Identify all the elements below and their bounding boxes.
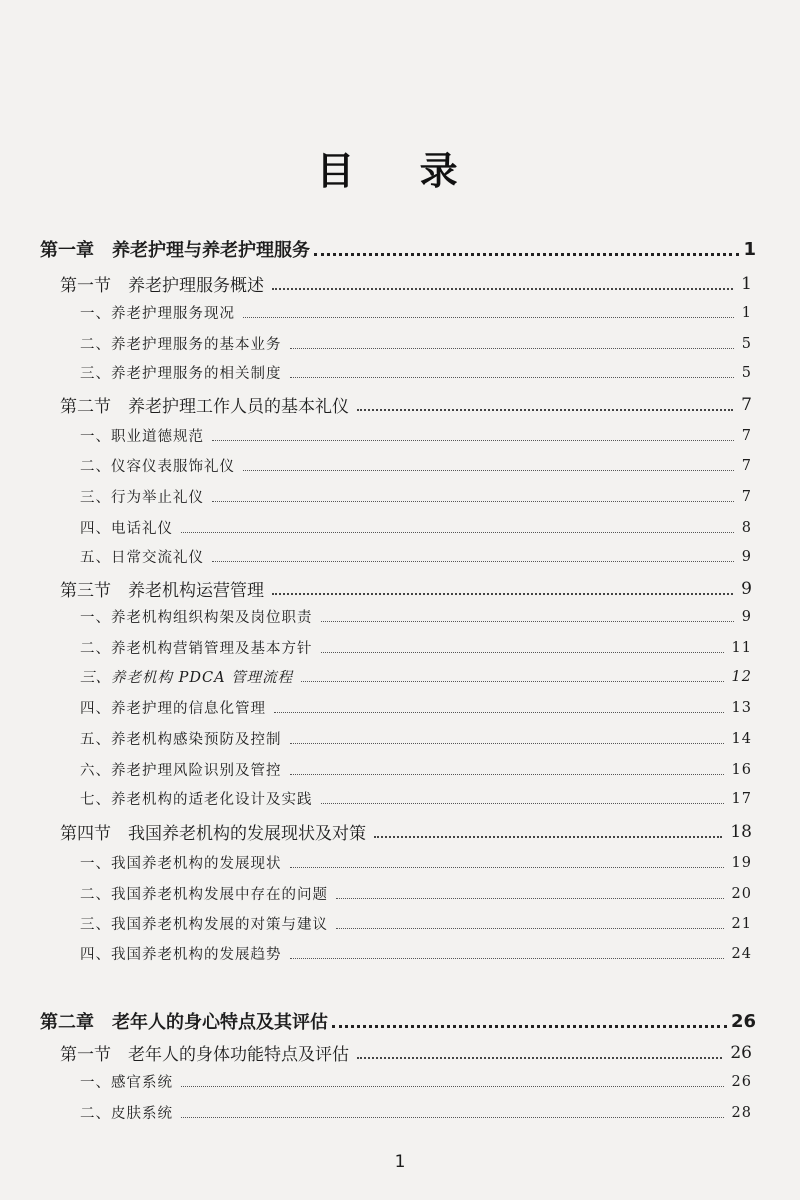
toc-entry-title: 六、养老护理风险识别及管控: [80, 763, 282, 779]
dot-leader: [212, 561, 734, 562]
toc-item[interactable]: [80, 1071, 752, 1092]
toc-entry-title: 二、仪容仪表服饰礼仪: [80, 459, 235, 475]
toc-entry-title: 第二章 老年人的身心特点及其评估: [40, 1012, 328, 1033]
toc-entry-title: 一、职业道德规范: [80, 429, 204, 445]
toc-page-number: 24: [731, 945, 752, 962]
toc-entry-title: 第四节 我国养老机构的发展现状及对策: [60, 824, 366, 844]
toc-entry-title: 一、我国养老机构的发展现状: [80, 856, 282, 872]
toc-page-number: 1: [741, 304, 752, 321]
toc-page-number: 26: [730, 1010, 756, 1032]
dot-leader: [181, 1086, 724, 1087]
dot-leader: [212, 440, 734, 441]
toc-item[interactable]: [80, 486, 752, 507]
toc-item[interactable]: [80, 302, 752, 323]
toc-page-number: 8: [741, 519, 752, 536]
dot-leader: [332, 1025, 727, 1028]
toc-item[interactable]: [80, 362, 752, 383]
toc-page-number: 5: [741, 364, 752, 381]
toc-entry-title: 二、皮肤系统: [80, 1106, 173, 1122]
toc-page-number: 1: [741, 273, 752, 294]
toc-entry-title: 三、行为举止礼仪: [80, 490, 204, 506]
toc-section[interactable]: [60, 1040, 752, 1065]
toc-page-number: 11: [731, 639, 752, 656]
dot-leader: [321, 621, 734, 622]
dot-leader: [290, 377, 734, 378]
toc-page-number: 7: [741, 457, 752, 474]
dot-leader: [274, 712, 724, 713]
toc-page-number: 12: [731, 668, 752, 685]
toc-item[interactable]: [80, 852, 752, 873]
toc-page-number: 13: [731, 699, 752, 716]
toc-item[interactable]: [80, 637, 752, 658]
toc-entry-title: 四、电话礼仪: [80, 521, 173, 537]
toc-item[interactable]: [80, 425, 752, 446]
toc-item[interactable]: [80, 788, 752, 809]
dot-leader: [314, 253, 739, 256]
dot-leader: [321, 652, 724, 653]
toc-entry-title: 第三节 养老机构运营管理: [60, 581, 264, 601]
toc-entry-title: 三、养老护理服务的相关制度: [80, 366, 282, 382]
dot-leader: [357, 1057, 722, 1059]
toc-item[interactable]: [80, 333, 752, 354]
toc-page-number: 7: [741, 394, 752, 415]
dot-leader: [290, 348, 734, 349]
page-number-footer: 1: [394, 1152, 406, 1172]
toc-entry-title: 二、养老机构营销管理及基本方针: [80, 641, 313, 657]
toc-page-number: 9: [741, 578, 752, 599]
toc-page-number: 26: [731, 1073, 752, 1090]
toc-entry-title: 一、养老机构组织构架及岗位职责: [80, 610, 313, 626]
toc-item[interactable]: [80, 517, 752, 538]
toc-chapter[interactable]: [40, 1008, 756, 1034]
toc-page-number: 16: [731, 761, 752, 778]
toc-entry-title: 四、我国养老机构的发展趋势: [80, 947, 282, 963]
toc-section[interactable]: [60, 271, 752, 296]
toc-item[interactable]: [80, 943, 752, 964]
dot-leader: [374, 836, 722, 838]
toc-entry-title: 四、养老护理的信息化管理: [80, 701, 266, 717]
toc-page-number: 26: [730, 1042, 752, 1063]
dot-leader: [272, 288, 733, 290]
dot-leader: [290, 743, 724, 744]
toc-page-number: 7: [741, 488, 752, 505]
toc-item[interactable]: [80, 1102, 752, 1123]
toc-page-number: 1: [743, 238, 756, 260]
dot-leader: [336, 928, 724, 929]
toc-entry-title: 第一节 老年人的身体功能特点及评估: [60, 1045, 349, 1065]
toc-section[interactable]: [60, 819, 752, 844]
toc-entry-title: 一、养老护理服务现况: [80, 306, 235, 322]
toc-page-number: 5: [741, 335, 752, 352]
dot-leader: [243, 317, 734, 318]
toc-item[interactable]: [80, 759, 752, 780]
toc-entry-title: 第二节 养老护理工作人员的基本礼仪: [60, 397, 349, 417]
toc-page-number: 20: [731, 885, 752, 902]
toc-page-number: 19: [731, 854, 752, 871]
toc-entry-title: 二、养老护理服务的基本业务: [80, 337, 282, 353]
toc-chapter[interactable]: [40, 236, 756, 262]
dot-leader: [336, 898, 724, 899]
toc-page-number: 9: [741, 548, 752, 565]
dot-leader: [181, 1117, 724, 1118]
toc-page-number: 21: [731, 915, 752, 932]
page-title: 目 录: [316, 149, 484, 193]
toc-page-number: 7: [741, 427, 752, 444]
dot-leader: [272, 593, 733, 595]
toc-section[interactable]: [60, 392, 752, 417]
toc-entry-title: 五、养老机构感染预防及控制: [80, 732, 282, 748]
toc-entry-title: 一、感官系统: [80, 1075, 173, 1091]
toc-entry-title: 第一章 养老护理与养老护理服务: [40, 240, 310, 261]
toc-entry-title: 三、养老机构 PDCA 管理流程: [80, 670, 294, 686]
toc-item[interactable]: [80, 697, 752, 718]
dot-leader: [290, 867, 724, 868]
toc-section[interactable]: [60, 576, 752, 601]
toc-entry-title: 二、我国养老机构发展中存在的问题: [80, 887, 328, 903]
dot-leader: [321, 803, 724, 804]
toc-item[interactable]: [80, 455, 752, 476]
toc-page-number: 14: [731, 730, 752, 747]
dot-leader: [357, 409, 733, 411]
toc-page-number: 9: [741, 608, 752, 625]
toc-page-number: 28: [731, 1104, 752, 1121]
toc-item[interactable]: [80, 913, 752, 934]
dot-leader: [243, 470, 734, 471]
toc-item[interactable]: [80, 666, 752, 687]
toc-entry-title: 七、养老机构的适老化设计及实践: [80, 792, 313, 808]
toc-item[interactable]: [80, 728, 752, 749]
toc-entry-title: 第一节 养老护理服务概述: [60, 276, 264, 296]
dot-leader: [290, 958, 724, 959]
toc-entry-title: 五、日常交流礼仪: [80, 550, 204, 566]
toc-page-number: 17: [731, 790, 752, 807]
toc-item[interactable]: [80, 546, 752, 567]
toc-item[interactable]: [80, 883, 752, 904]
toc-item[interactable]: [80, 606, 752, 627]
dot-leader: [290, 774, 724, 775]
dot-leader: [181, 532, 734, 533]
toc-entry-title: 三、我国养老机构发展的对策与建议: [80, 917, 328, 933]
dot-leader: [301, 681, 723, 682]
toc-page-number: 18: [730, 821, 752, 842]
dot-leader: [212, 501, 734, 502]
